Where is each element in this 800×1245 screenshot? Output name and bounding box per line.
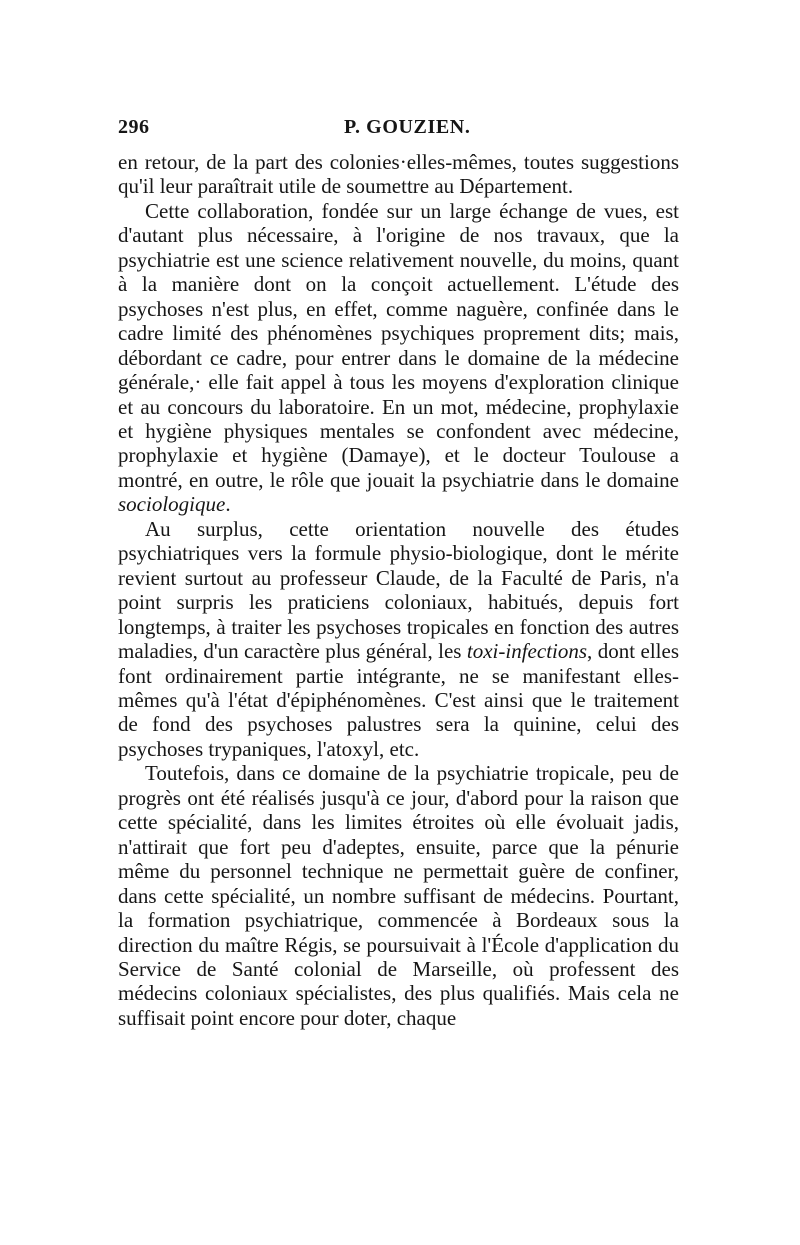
paragraph-orientation bbox=[118, 517, 679, 762]
italic-term: toxi-infections bbox=[466, 639, 588, 664]
paragraph-continuation bbox=[118, 150, 679, 199]
italic-term: sociologique bbox=[118, 492, 226, 517]
text-run: Toutefois, dans ce domaine de la psychiatrie tropicale, peu de progrès ont été réalisés jusqu'à ce jour, d'abord pour la raison que cette spécialité, dans les limites étroites où elle évoluait jadis, n'attirait que fort peu d'adeptes, ensuite, parce que la pénurie même du personnel technique ne permettait guère de confiner, dans cette spécialité, un nombre suffisant de médecins. Pourtant, la formation psychiatrique, commencée à Bordeaux sous la direction du maître Régis, se poursuivait à l'École d'application du Service de Santé colonial de Marseille, où professent des médecins coloniaux spécialistes, des plus qualifiés. Mais cela ne suffisait point encore pour doter, chaque bbox=[118, 761, 679, 1030]
running-head: P. GOUZIEN. bbox=[344, 116, 471, 138]
text-run: Au surplus, cette orientation nouvelle des études psychiatriques vers la formule physio-biologique, dont le mérite revient surtout au professeur Claude, de la Faculté de Paris, n'a point surpris les praticiens coloniaux, habitués, depuis fort longtemps, à traiter les psychoses tropicales en fonction des autres maladies, d'un caractère plus général, les bbox=[118, 516, 679, 664]
text-run: . bbox=[225, 492, 231, 517]
text-run: , dont elles font ordinairement partie intégrante, ne se manifestant elles-mêmes qu'à l'état d'épiphénomènes. C'est ainsi que le traitement de fond des psychoses palustres sera la quinine, celui des psychoses trypaniques, l'atoxyl, etc. bbox=[118, 639, 679, 761]
paragraph-collaboration bbox=[118, 199, 679, 517]
text-run: en retour, de la part des colonies·elles-mêmes, toutes suggestions qu'il leur paraîtrait utile de soumettre au Département. bbox=[118, 150, 679, 199]
body-text bbox=[118, 150, 679, 1030]
page-number: 296 bbox=[118, 116, 150, 138]
page-header bbox=[118, 116, 678, 146]
paragraph-toutefois bbox=[118, 761, 679, 1030]
text-run: Cette collaboration, fondée sur un large échange de vues, est d'autant plus nécessaire, à l'origine de nos travaux, que la psychiatrie est une science relativement nouvelle, du moins, quant à la manière dont on la conçoit actuellement. L'étude des psychoses n'est plus, en effet, comme naguère, confinée dans le cadre limité des phénomènes psychiques proprement dits; mais, débordant ce cadre, pour entrer dans le domaine de la médecine générale,· elle fait appel à tous les moyens d'exploration clinique et au concours du laboratoire. En un mot, médecine, prophylaxie et hygiène physiques mentales se confondent avec médecine, prophylaxie et hygiène (Damaye), et le docteur Toulouse a montré, en outre, le rôle que jouait la psychiatrie dans le domaine bbox=[118, 198, 679, 492]
